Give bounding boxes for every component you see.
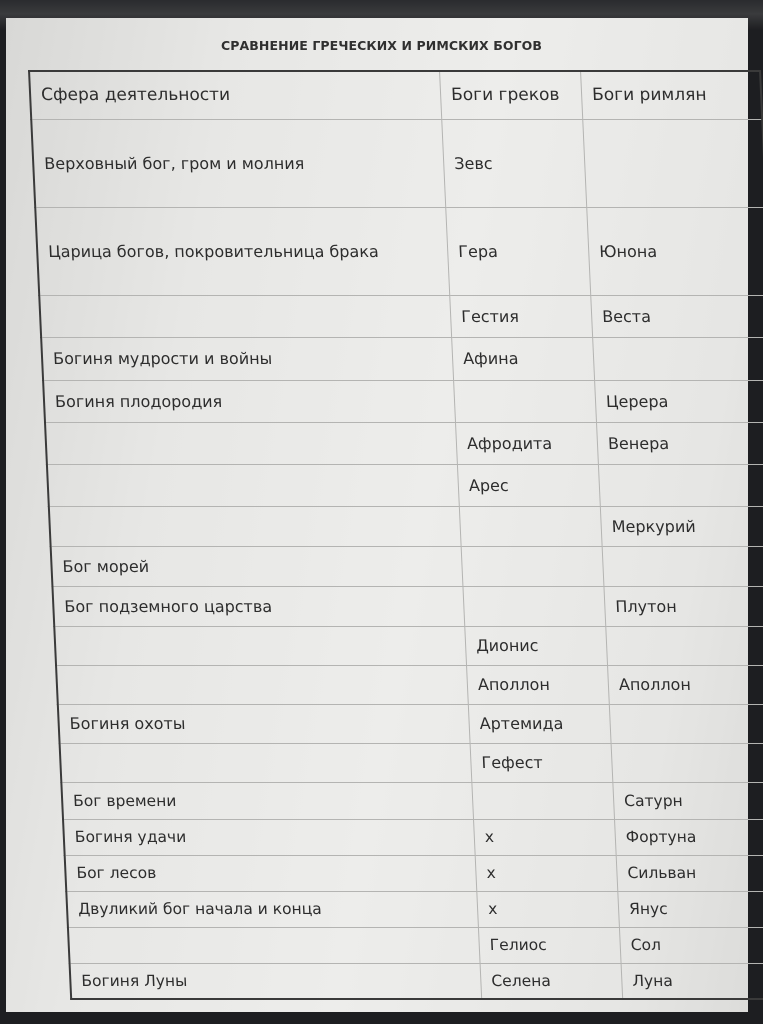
table-header-row bbox=[29, 71, 762, 119]
cell-sphere: Богиня Луны bbox=[70, 963, 482, 999]
table-row bbox=[39, 295, 763, 337]
gods-table-wrapper bbox=[28, 70, 763, 998]
cell-roman-god: Веста bbox=[591, 295, 763, 337]
cell-roman-god: Сатурн bbox=[613, 782, 763, 819]
cell-greek-god: Афина bbox=[452, 337, 595, 380]
cell-greek-god bbox=[459, 506, 602, 546]
cell-roman-god: Луна bbox=[621, 963, 763, 999]
cell-sphere: Царица богов, покровительница брака bbox=[35, 207, 449, 295]
cell-roman-god bbox=[602, 546, 763, 586]
cell-greek-god: Селена bbox=[480, 963, 623, 999]
cell-greek-god: Дионис bbox=[465, 626, 608, 665]
cell-greek-god: х bbox=[474, 819, 617, 855]
header-roman-gods: Боги римлян bbox=[581, 71, 763, 119]
cell-greek-god: Гелиос bbox=[478, 927, 621, 963]
cell-sphere: Бог подземного царства bbox=[52, 586, 464, 626]
cell-greek-god bbox=[461, 546, 604, 586]
cell-sphere: Богиня мудрости и войны bbox=[41, 337, 453, 380]
table-row bbox=[68, 927, 763, 963]
cell-roman-god bbox=[606, 626, 763, 665]
cell-greek-god bbox=[472, 782, 615, 819]
table-row bbox=[65, 855, 763, 891]
table-row bbox=[47, 464, 763, 506]
table-row bbox=[41, 337, 763, 380]
cell-roman-god bbox=[583, 119, 763, 207]
table-row bbox=[49, 506, 763, 546]
table-row bbox=[63, 819, 763, 855]
cell-sphere: Бог времени bbox=[61, 782, 473, 819]
table-row bbox=[61, 782, 763, 819]
cell-roman-god bbox=[609, 704, 763, 743]
cell-sphere bbox=[45, 422, 457, 464]
cell-sphere bbox=[56, 665, 468, 704]
cell-sphere: Верховный бог, гром и молния bbox=[31, 119, 445, 207]
cell-roman-god bbox=[593, 337, 763, 380]
header-greek-gods: Боги греков bbox=[440, 71, 583, 119]
table-row bbox=[54, 626, 763, 665]
cell-greek-god bbox=[454, 380, 597, 422]
cell-greek-god: Артемида bbox=[468, 704, 611, 743]
table-row bbox=[66, 891, 763, 927]
table-row bbox=[45, 422, 763, 464]
cell-sphere: Двуликий бог начала и конца bbox=[66, 891, 478, 927]
cell-roman-god: Меркурий bbox=[600, 506, 763, 546]
table-body bbox=[29, 71, 763, 999]
cell-roman-god: Фортуна bbox=[615, 819, 763, 855]
cell-sphere bbox=[68, 927, 480, 963]
cell-sphere: Богиня плодородия bbox=[43, 380, 455, 422]
cell-roman-god: Церера bbox=[595, 380, 763, 422]
cell-greek-god: х bbox=[475, 855, 618, 891]
table-row bbox=[35, 207, 763, 295]
table-row bbox=[70, 963, 763, 999]
cell-greek-god: Зевс bbox=[442, 119, 587, 207]
cell-greek-god bbox=[463, 586, 606, 626]
cell-greek-god: Гера bbox=[446, 207, 591, 295]
cell-roman-god: Янус bbox=[618, 891, 763, 927]
cell-roman-god bbox=[598, 464, 763, 506]
cell-greek-god: Гестия bbox=[450, 295, 593, 337]
cell-sphere bbox=[47, 464, 459, 506]
cell-roman-god: Сол bbox=[619, 927, 763, 963]
page-title: СРАВНЕНИЕ ГРЕЧЕСКИХ И РИМСКИХ БОГОВ bbox=[221, 38, 542, 53]
cell-sphere: Богиня удачи bbox=[63, 819, 475, 855]
table-row bbox=[56, 665, 763, 704]
table-row bbox=[43, 380, 763, 422]
header-sphere: Сфера деятельности bbox=[29, 71, 442, 119]
table-row bbox=[52, 586, 763, 626]
cell-sphere bbox=[54, 626, 466, 665]
cell-roman-god: Юнона bbox=[587, 207, 763, 295]
cell-sphere: Бог лесов bbox=[65, 855, 477, 891]
cell-sphere: Бог морей bbox=[51, 546, 463, 586]
table-row bbox=[31, 119, 763, 207]
cell-greek-god: х bbox=[477, 891, 620, 927]
gods-comparison-table bbox=[28, 70, 763, 1000]
cell-sphere bbox=[60, 743, 472, 782]
table-row bbox=[60, 743, 763, 782]
cell-sphere: Богиня охоты bbox=[58, 704, 470, 743]
cell-roman-god bbox=[611, 743, 763, 782]
cell-roman-god: Венера bbox=[596, 422, 763, 464]
cell-sphere bbox=[49, 506, 461, 546]
cell-greek-god: Гефест bbox=[470, 743, 613, 782]
table-row bbox=[51, 546, 763, 586]
cell-greek-god: Арес bbox=[457, 464, 600, 506]
cell-roman-god: Плутон bbox=[604, 586, 763, 626]
cell-greek-god: Афродита bbox=[455, 422, 598, 464]
cell-roman-god: Сильван bbox=[616, 855, 763, 891]
cell-greek-god: Аполлон bbox=[467, 665, 610, 704]
cell-roman-god: Аполлон bbox=[608, 665, 763, 704]
cell-sphere bbox=[39, 295, 451, 337]
table-row bbox=[58, 704, 763, 743]
